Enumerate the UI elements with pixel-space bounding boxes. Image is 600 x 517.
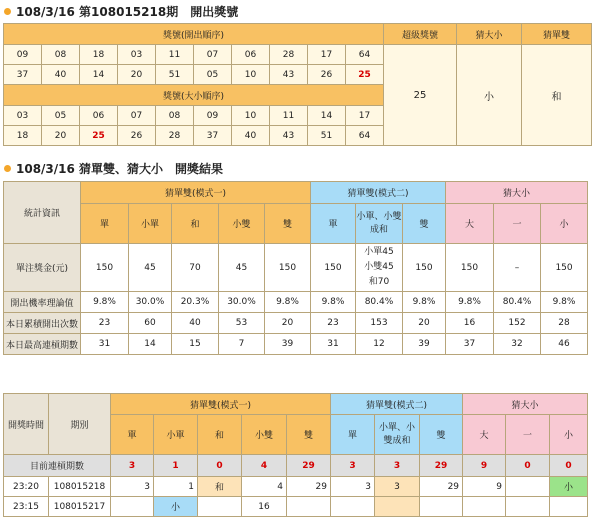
sub-header: 小雙 (219, 204, 265, 244)
draw-number: 17 (308, 45, 346, 65)
draw-time: 23:20 (4, 477, 49, 497)
row-label: 單注獎金(元) (4, 244, 81, 292)
streak-value: 0 (198, 455, 242, 477)
draw-number: 03 (118, 45, 156, 65)
period-column-header: 期別 (49, 394, 111, 455)
draw-number: 37 (4, 65, 42, 85)
guess-odd-even-header: 猜單雙 (522, 24, 592, 45)
sub-header: 雙 (420, 415, 463, 455)
stats-row-streak (4, 334, 588, 355)
history-cell (506, 477, 550, 497)
super-number-highlight: 25 (346, 65, 384, 85)
history-cell (198, 497, 242, 517)
stat-cell: 9.8% (311, 292, 356, 313)
draw-number: 51 (156, 65, 194, 85)
stat-cell: 45 (219, 244, 265, 292)
group-header-mode2: 猜單雙(模式二) (331, 394, 463, 415)
super-number-highlight: 25 (80, 126, 118, 146)
history-cell: 29 (420, 477, 463, 497)
draw-number: 28 (270, 45, 308, 65)
stat-cell: 150 (311, 244, 356, 292)
group-header-mode2: 猜單雙(模式二) (311, 182, 446, 204)
sub-header: 小單 (129, 204, 172, 244)
stat-cell: 80.4% (494, 292, 541, 313)
stat-cell: 16 (446, 313, 494, 334)
draw-period: 108015218 (49, 477, 111, 497)
stats-row-count (4, 313, 588, 334)
draw-number: 64 (346, 45, 384, 65)
stat-cell: 9.8% (446, 292, 494, 313)
stat-cell: 40 (172, 313, 219, 334)
stat-cell: 150 (403, 244, 446, 292)
streak-value: 3 (331, 455, 375, 477)
stat-cell: 150 (541, 244, 588, 292)
sub-header: 小單 (154, 415, 198, 455)
stat-cell: 小單45 小雙45 和70 (356, 244, 403, 292)
history-cell (287, 497, 331, 517)
draw-number: 03 (4, 106, 42, 126)
stat-cell: 30.0% (219, 292, 265, 313)
group-header-size: 猜大小 (446, 182, 588, 204)
draw-number: 17 (346, 106, 384, 126)
draw-number: 20 (118, 65, 156, 85)
stat-cell: 23 (81, 313, 129, 334)
streak-value: 3 (375, 455, 420, 477)
sub-header: 小單、小雙成和 (375, 415, 420, 455)
draw-section-title (4, 3, 238, 20)
draw-number: 18 (80, 45, 118, 65)
draw-number: 20 (42, 126, 80, 146)
history-cell: 3 (331, 477, 375, 497)
stat-cell: 9.8% (81, 292, 129, 313)
draw-number: 26 (308, 65, 346, 85)
stats-row-probability (4, 292, 588, 313)
sub-header: 和 (198, 415, 242, 455)
draw-number: 09 (4, 45, 42, 65)
stat-cell: 31 (311, 334, 356, 355)
history-cell (420, 497, 463, 517)
stat-cell: 60 (129, 313, 172, 334)
stat-cell: 39 (265, 334, 311, 355)
row-label: 本日累積開出次數 (4, 313, 81, 334)
draw-number: 43 (270, 65, 308, 85)
stat-cell: 7 (219, 334, 265, 355)
draw-number: 11 (270, 106, 308, 126)
streak-value: 0 (506, 455, 550, 477)
stat-cell: 9.8% (541, 292, 588, 313)
draw-time: 23:15 (4, 497, 49, 517)
stat-cell: 20 (265, 313, 311, 334)
stat-cell: 70 (172, 244, 219, 292)
stat-cell: 20.3% (172, 292, 219, 313)
draw-number: 05 (42, 106, 80, 126)
stat-cell: 37 (446, 334, 494, 355)
streak-value: 9 (463, 455, 506, 477)
stat-cell: 9.8% (265, 292, 311, 313)
streak-value: 29 (420, 455, 463, 477)
history-cell: 9 (463, 477, 506, 497)
draw-number: 51 (308, 126, 346, 146)
stat-cell: 153 (356, 313, 403, 334)
draw-number: 10 (232, 106, 270, 126)
stat-cell: 53 (219, 313, 265, 334)
row-label: 本日最高連槓期數 (4, 334, 81, 355)
group-header-mode1: 猜單雙(模式一) (81, 182, 311, 204)
bullet-dot-icon (4, 8, 11, 15)
stat-cell: 14 (129, 334, 172, 355)
history-cell (550, 497, 588, 517)
history-cell: 29 (287, 477, 331, 497)
result-section-title-text: 108/3/16 猜單雙、猜大小 開獎結果 (16, 162, 224, 176)
draw-number: 40 (42, 65, 80, 85)
stat-cell: 20 (403, 313, 446, 334)
sub-header: 小 (541, 204, 588, 244)
guess-size-value: 小 (457, 45, 522, 146)
streak-label: 目前連槓期數 (4, 455, 111, 477)
sub-header: 單 (81, 204, 129, 244)
history-hit-cell: 小 (550, 477, 588, 497)
stat-cell: 45 (129, 244, 172, 292)
result-section-title (4, 160, 223, 177)
history-cell (331, 497, 375, 517)
group-header-mode1: 猜單雙(模式一) (111, 394, 331, 415)
draw-number: 11 (156, 45, 194, 65)
history-table (3, 393, 588, 517)
stat-cell: 152 (494, 313, 541, 334)
guess-size-header: 猜大小 (457, 24, 522, 45)
history-cell: 4 (242, 477, 287, 497)
sub-header: 一 (494, 204, 541, 244)
streak-value: 3 (111, 455, 154, 477)
sub-header: 小雙 (242, 415, 287, 455)
bullet-dot-icon (4, 165, 11, 172)
history-cell: 3 (375, 477, 420, 497)
draw-number: 06 (80, 106, 118, 126)
sub-header: 和 (172, 204, 219, 244)
draw-number: 26 (118, 126, 156, 146)
draw-number: 09 (194, 106, 232, 126)
streak-value: 29 (287, 455, 331, 477)
history-hit-cell: 和 (198, 477, 242, 497)
sub-header: 雙 (265, 204, 311, 244)
sub-header: 單 (111, 415, 154, 455)
draw-number: 07 (194, 45, 232, 65)
sub-header: 大 (463, 415, 506, 455)
history-row (4, 477, 588, 497)
stat-cell: 9.8% (403, 292, 446, 313)
stat-cell: 150 (265, 244, 311, 292)
draw-period: 108015217 (49, 497, 111, 517)
draw-number: 28 (156, 126, 194, 146)
draw-number: 08 (42, 45, 80, 65)
draw-number: 07 (118, 106, 156, 126)
draw-numbers-table (3, 23, 592, 146)
history-cell: 1 (154, 477, 198, 497)
streak-value: 0 (550, 455, 588, 477)
history-row (4, 497, 588, 517)
draw-number: 18 (4, 126, 42, 146)
stat-cell: 30.0% (129, 292, 172, 313)
stat-cell: 23 (311, 313, 356, 334)
history-cell: 3 (111, 477, 154, 497)
sub-header: 一 (506, 415, 550, 455)
stats-label: 統計資訊 (4, 182, 81, 244)
guess-odd-even-value: 和 (522, 45, 592, 146)
order-row-1 (4, 45, 592, 65)
sub-header: 雙 (403, 204, 446, 244)
draw-number: 37 (194, 126, 232, 146)
draw-number: 08 (156, 106, 194, 126)
draw-number: 43 (270, 126, 308, 146)
super-number-header: 超級獎號 (384, 24, 457, 45)
history-hit-cell: 小 (154, 497, 198, 517)
draw-number: 14 (308, 106, 346, 126)
history-cell (506, 497, 550, 517)
stat-cell: 32 (494, 334, 541, 355)
stat-cell: 31 (81, 334, 129, 355)
stat-cell: 28 (541, 313, 588, 334)
stats-row-prize (4, 244, 588, 292)
sub-header: 小單、小雙成和 (356, 204, 403, 244)
sub-header: 雙 (287, 415, 331, 455)
draw-number: 10 (232, 65, 270, 85)
stat-cell: 12 (356, 334, 403, 355)
stat-cell: 15 (172, 334, 219, 355)
result-stats-table (3, 181, 588, 355)
row-label: 開出機率理論值 (4, 292, 81, 313)
current-streak-row (4, 455, 588, 477)
stat-cell: 46 (541, 334, 588, 355)
stat-cell: – (494, 244, 541, 292)
draw-number: 40 (232, 126, 270, 146)
history-cell (111, 497, 154, 517)
stat-cell: 150 (446, 244, 494, 292)
history-cell: 16 (242, 497, 287, 517)
stat-cell: 150 (81, 244, 129, 292)
sub-header: 大 (446, 204, 494, 244)
draw-number: 06 (232, 45, 270, 65)
draw-number: 05 (194, 65, 232, 85)
draw-number: 64 (346, 126, 384, 146)
draw-section-title-text: 108/3/16 第108015218期 開出獎號 (16, 5, 239, 19)
sub-header: 單 (331, 415, 375, 455)
group-header-size: 猜大小 (463, 394, 588, 415)
streak-value: 1 (154, 455, 198, 477)
super-number-value: 25 (384, 45, 457, 146)
history-cell (463, 497, 506, 517)
sub-header: 單 (311, 204, 356, 244)
stat-cell: 39 (403, 334, 446, 355)
history-cell (375, 497, 420, 517)
sorted-header: 獎號(大小順序) (4, 85, 384, 106)
streak-value: 4 (242, 455, 287, 477)
sub-header: 小 (550, 415, 588, 455)
order-header: 獎號(開出順序) (4, 24, 384, 45)
time-column-header: 開獎時間 (4, 394, 49, 455)
stat-cell: 80.4% (356, 292, 403, 313)
draw-number: 14 (80, 65, 118, 85)
